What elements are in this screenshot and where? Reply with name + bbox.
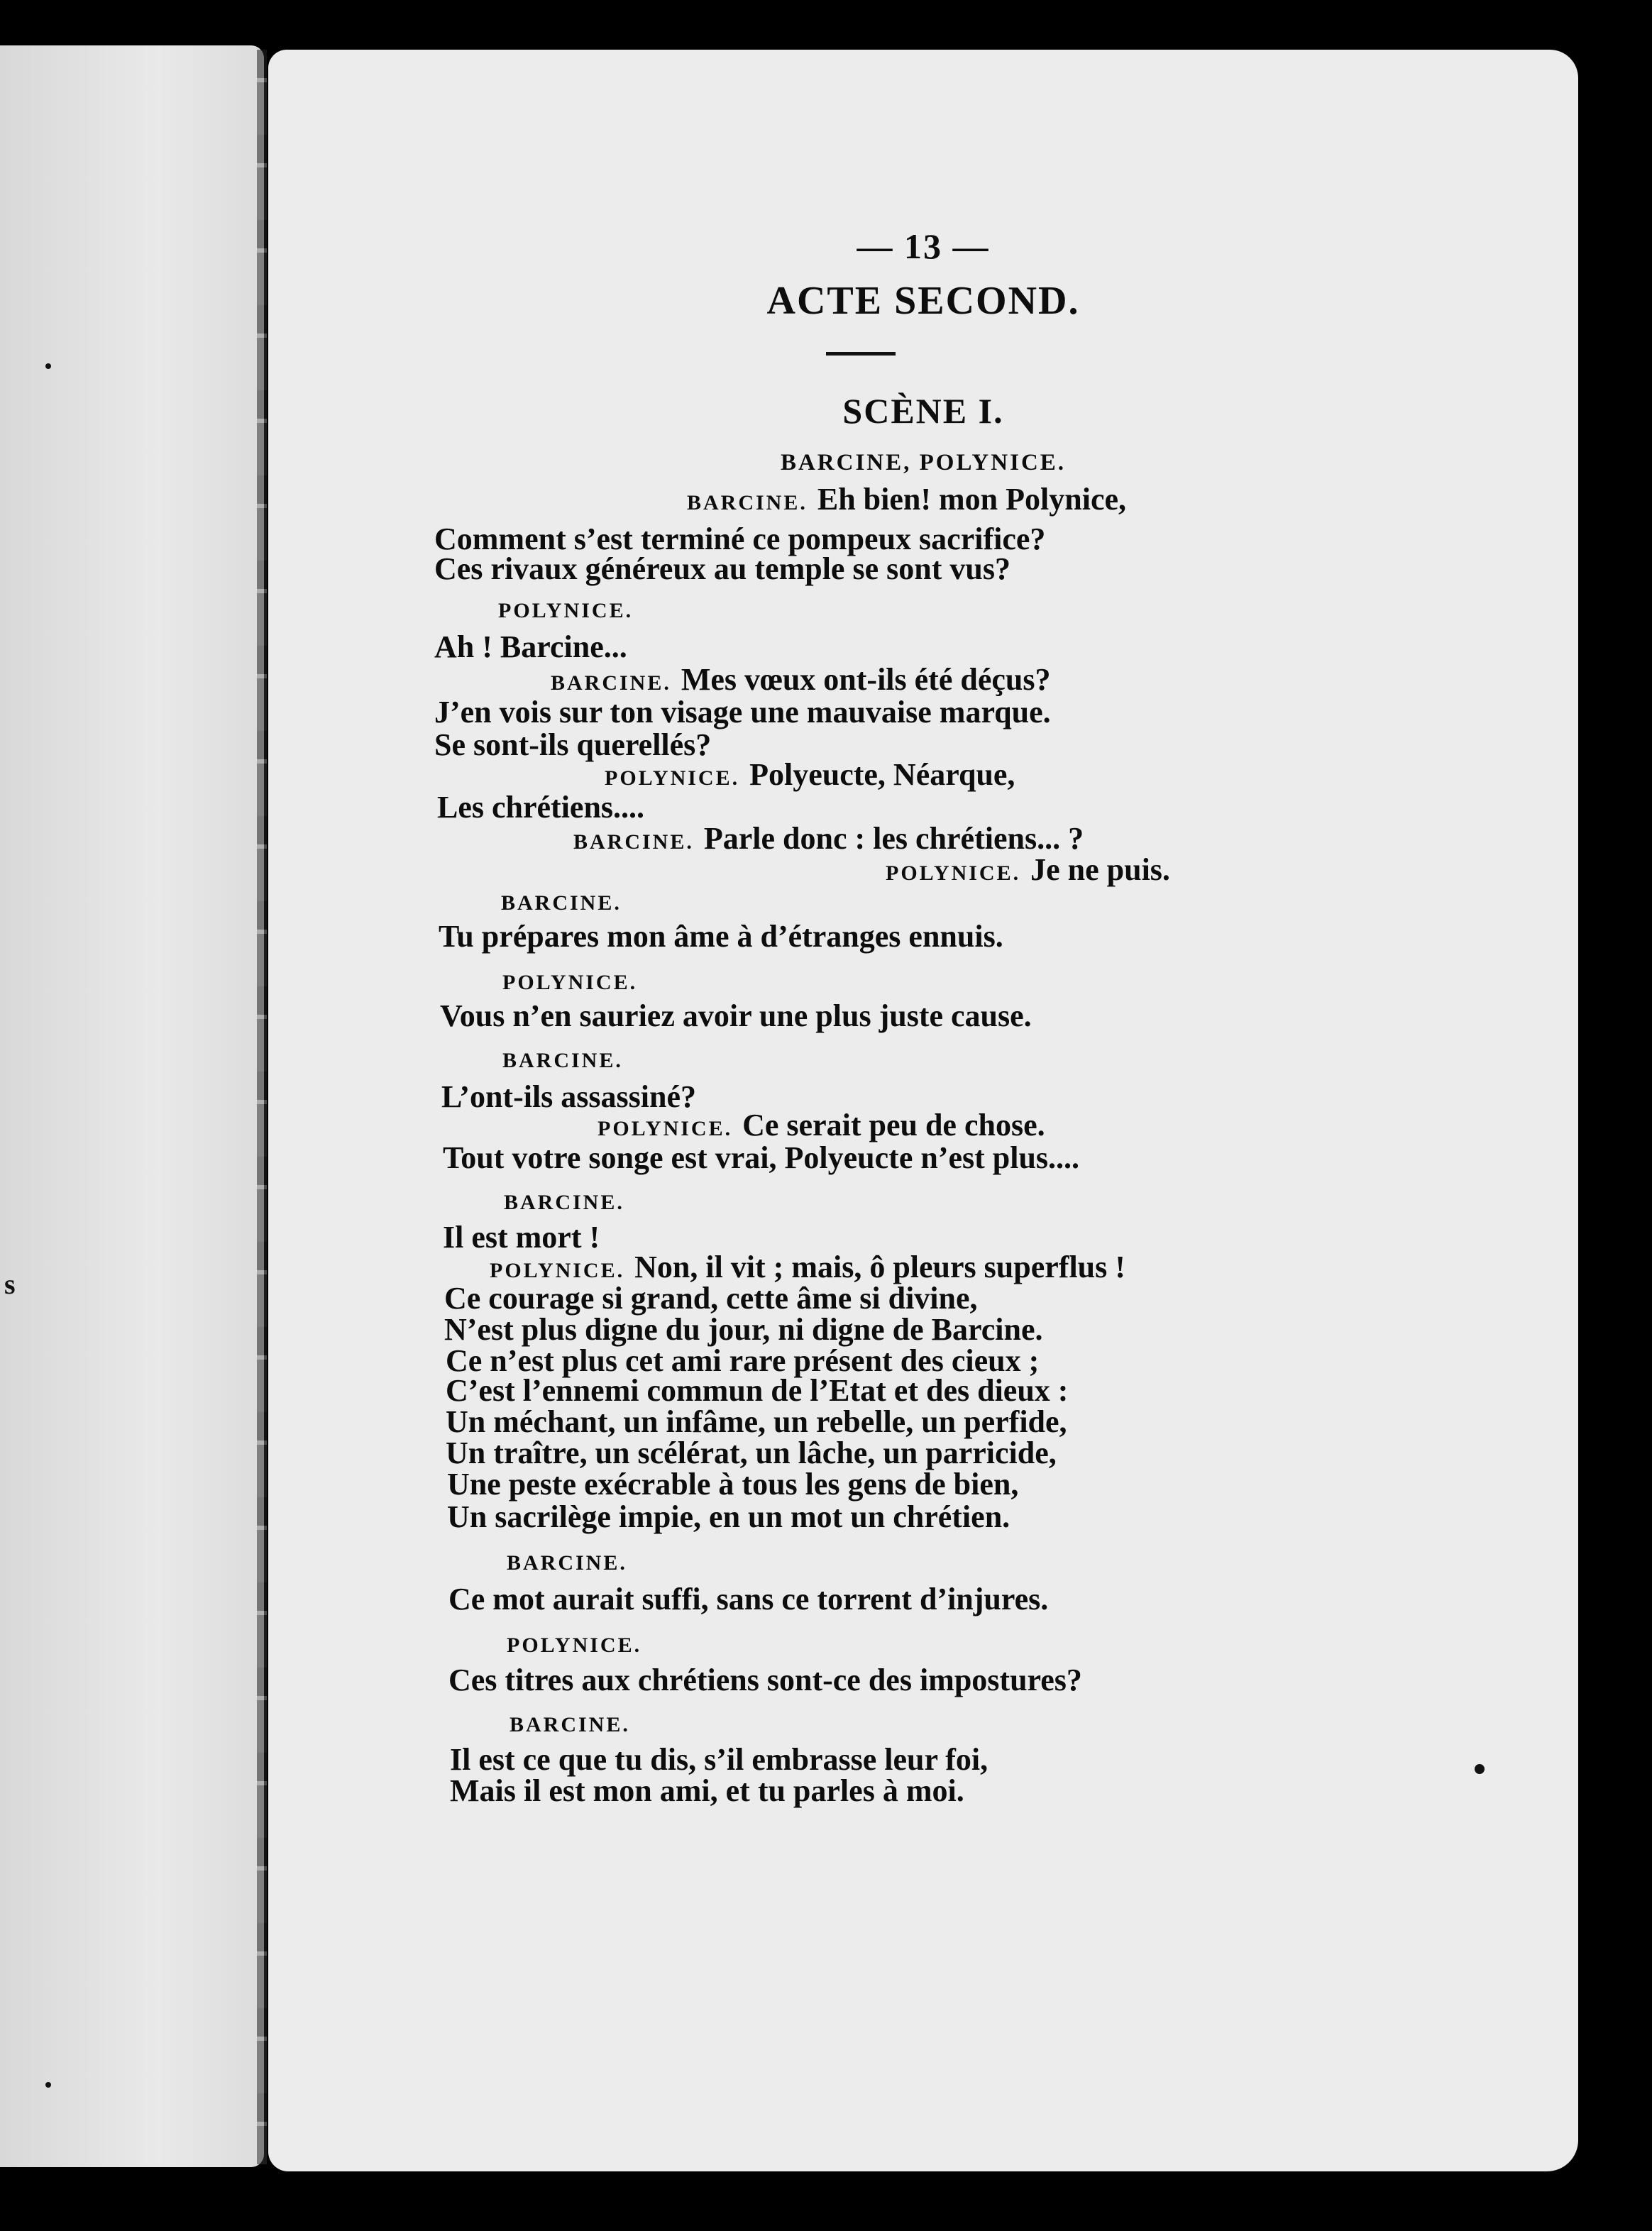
dialogue-line: Une peste exécrable à tous les gens de bien, <box>447 1467 1019 1502</box>
dialogue-line: Comment s’est terminé ce pompeux sacrifice? <box>434 522 1046 556</box>
dialogue-line: Se sont-ils querellés? <box>434 727 712 762</box>
dialogue-line: POLYNICE. Ce serait peu de chose. <box>598 1108 1045 1142</box>
act-title: ACTE SECOND. <box>766 279 1080 323</box>
dialogue-line: C’est l’ennemi commun de l’Etat et des dieux : <box>446 1373 1069 1408</box>
dialogue-line: POLYNICE. Je ne puis. <box>886 852 1170 887</box>
dialogue-line: Tout votre songe est vrai, Polyeucte n’est plus.... <box>443 1140 1080 1175</box>
dialogue-line: N’est plus digne du jour, ni digne de Barcine. <box>444 1312 1043 1347</box>
dialogue-line: Les chrétiens.... <box>437 790 645 825</box>
speaker-cue: POLYNICE. <box>502 971 638 994</box>
speaker-cue: BARCINE. <box>501 891 622 915</box>
left-page-edge <box>0 45 264 2167</box>
page-number: — 13 — <box>857 226 990 266</box>
speaker-cue: POLYNICE. <box>498 599 634 622</box>
speaker-cue: BARCINE. <box>507 1551 627 1575</box>
dialogue-line: Un méchant, un infâme, un rebelle, un perfide, <box>446 1404 1067 1439</box>
book-gutter <box>257 50 267 2164</box>
dialogue-line: L’ont-ils assassiné? <box>441 1079 697 1114</box>
dialogue-line: Ce mot aurait suffi, sans ce torrent d’injures. <box>448 1582 1049 1616</box>
dialogue-line: Ces titres aux chrétiens sont-ce des impostures? <box>448 1663 1082 1697</box>
ink-speck <box>1475 1764 1485 1774</box>
dialogue-line: Il est mort ! <box>443 1220 600 1255</box>
dialogue-line: Il est ce que tu dis, s’il embrasse leur foi, <box>450 1742 989 1777</box>
dialogue-line: Ce courage si grand, cette âme si divine, <box>444 1281 978 1316</box>
ink-speck <box>45 2082 51 2088</box>
book-page <box>268 50 1578 2171</box>
dialogue-line: Tu prépares mon âme à d’étranges ennuis. <box>439 919 1003 954</box>
dialogue-line: BARCINE. Parle donc : les chrétiens... ? <box>573 821 1084 856</box>
dialogue-line: Un traître, un scélérat, un lâche, un parricide, <box>446 1436 1057 1470</box>
dialogue-line: POLYNICE. Polyeucte, Néarque, <box>605 757 1015 792</box>
dialogue-line: Vous n’en sauriez avoir une plus juste cause. <box>440 998 1032 1033</box>
dialogue-line: Ces rivaux généreux au temple se sont vus? <box>434 551 1011 586</box>
scene-title: SCÈNE I. <box>842 391 1004 431</box>
dialogue-line: Un sacrilège impie, en un mot un chrétien. <box>447 1499 1011 1534</box>
scene-cast: BARCINE, POLYNICE. <box>780 450 1067 475</box>
ink-speck <box>45 363 51 369</box>
dialogue-line: Mais il est mon ami, et tu parles à moi. <box>450 1773 964 1808</box>
page-content <box>268 50 1578 2171</box>
dialogue-line: Ah ! Barcine... <box>434 629 627 664</box>
speaker-cue: BARCINE. <box>502 1049 623 1072</box>
left-page-fragment: s <box>4 1268 16 1300</box>
dialogue-line: J’en vois sur ton visage une mauvaise marque. <box>434 695 1051 729</box>
speaker-cue: BARCINE. <box>510 1713 630 1736</box>
dialogue-line: POLYNICE. Non, il vit ; mais, ô pleurs superflus ! <box>490 1250 1125 1284</box>
section-divider <box>826 352 896 356</box>
dialogue-line: BARCINE. Mes vœux ont-ils été déçus? <box>551 662 1051 697</box>
speaker-cue: POLYNICE. <box>507 1634 642 1657</box>
dialogue-line: Ce n’est plus cet ami rare présent des cieux ; <box>446 1343 1040 1378</box>
dialogue-line: BARCINE. Eh bien! mon Polynice, <box>687 482 1127 517</box>
speaker-cue: BARCINE. <box>504 1191 624 1214</box>
